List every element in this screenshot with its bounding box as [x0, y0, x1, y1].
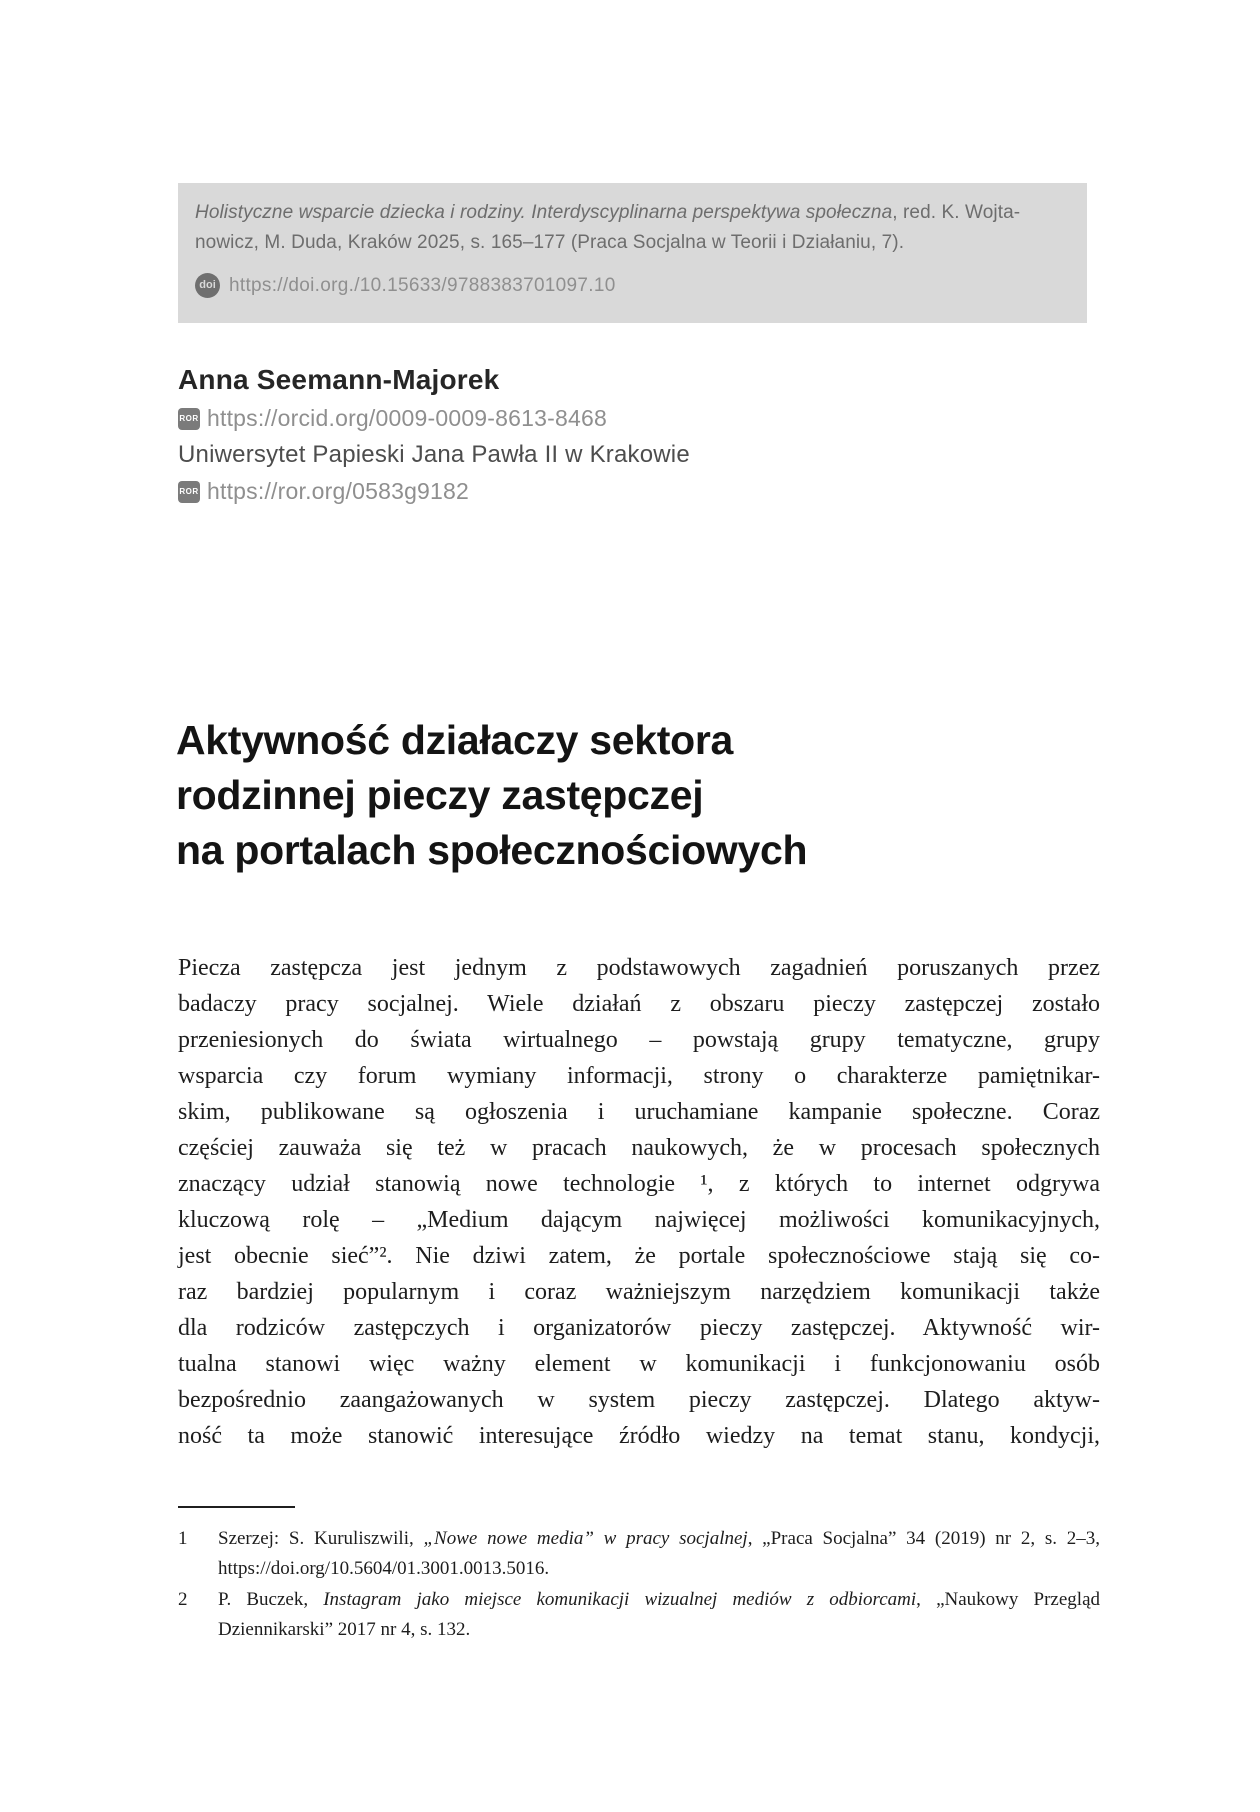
footnote-number: 2	[178, 1589, 188, 1610]
doi-icon: doi	[195, 273, 220, 298]
orcid-row	[178, 405, 938, 432]
citation-book-title: Holistyczne wsparcie dziecka i rodziny. Interdyscyplinarna perspektywa społeczna	[195, 202, 893, 223]
body-line: kluczową rolę – „Medium dającym najwięcej możliwości komunikacyjnych,	[178, 1207, 1100, 1233]
footnote-italic-title: Instagram jako miejsce komunikacji wizualnej mediów z odbiorcami	[323, 1589, 917, 1610]
orcid-badge-icon: ROR	[178, 408, 200, 430]
ror-row	[178, 478, 938, 505]
title-line-1: Aktywność działaczy sektora	[176, 717, 734, 764]
footnote-post: , „Praca Socjalna” 34 (2019) nr 2, s. 2–3, https://doi.org/10.5604/01.3001.0013.5016.	[218, 1528, 1100, 1579]
footnote-italic-title: „Nowe nowe media” w pracy socjalnej	[423, 1528, 748, 1549]
body-line: skim, publikowane są ogłoszenia i uruchamiane kampanie społeczne. Coraz	[178, 1099, 1100, 1125]
body-line: tualna stanowi więc ważny element w komunikacji i funkcjonowaniu osób	[178, 1351, 1100, 1377]
author-block	[178, 364, 938, 505]
body-line: jest obecnie sieć”². Nie dziwi zatem, że portale społecznościowe stają się co-	[178, 1243, 1100, 1269]
title-line-2: rodzinnej pieczy zastępczej	[176, 772, 704, 819]
article-title	[176, 713, 1136, 878]
body-line: przeniesionych do świata wirtualnego – powstają grupy tematyczne, grupy	[178, 1027, 1100, 1053]
body-line: ność ta może stanowić interesujące źródło wiedzy na temat stanu, kondycji,	[178, 1423, 1100, 1449]
footnotes	[178, 1524, 1100, 1646]
citation-line-2: nowicz, M. Duda, Kraków 2025, s. 165–177 (Praca Socjalna w Teorii i Działaniu, 7).	[195, 232, 905, 253]
orcid-link[interactable]: https://orcid.org/0009-0009-8613-8468	[207, 405, 607, 431]
ror-badge-icon: ROR	[178, 481, 200, 503]
citation-box	[178, 183, 1087, 323]
ror-link[interactable]: https://ror.org/0583g9182	[207, 478, 470, 504]
body-line: dla rodziców zastępczych i organizatorów pieczy zastępczej. Aktywność wir-	[178, 1315, 1100, 1341]
footnote-pre: P. Buczek,	[218, 1589, 324, 1610]
body-line: raz bardziej popularnym i coraz ważniejszym narzędziem komunikacji także	[178, 1279, 1100, 1305]
footnote-1	[178, 1524, 1100, 1584]
body-line: wsparcia czy forum wymiany informacji, strony o charakterze pamiętnikar-	[178, 1063, 1100, 1089]
body-line: Piecza zastępcza jest jednym z podstawowych zagadnień poruszanych przez	[178, 955, 1100, 981]
footnote-separator-rule	[178, 1506, 295, 1508]
body-line: badaczy pracy socjalnej. Wiele działań z obszaru pieczy zastępczej zostało	[178, 991, 1100, 1017]
footnote-number: 1	[178, 1528, 188, 1549]
citation-line-1	[195, 198, 1070, 228]
doi-row	[195, 273, 1070, 298]
body-line: znaczący udział stanowią nowe technologie ¹, z których to internet odgrywa	[178, 1171, 1100, 1197]
footnote-post: , „Naukowy Przegląd Dziennikarski” 2017 nr 4, s. 132.	[218, 1589, 1100, 1640]
doi-link[interactable]: https://doi.org./10.15633/9788383701097.10	[229, 274, 616, 296]
footnote-2	[178, 1585, 1100, 1645]
footnote-pre: Szerzej: S. Kuruliszwili,	[218, 1528, 424, 1549]
author-affiliation: Uniwersytet Papieski Jana Pawła II w Krakowie	[178, 441, 690, 468]
footnote-text	[218, 1585, 1100, 1645]
footnote-text	[218, 1524, 1100, 1584]
body-line: bezpośrednio zaangażowanych w system pieczy zastępczej. Dlatego aktyw-	[178, 1387, 1100, 1413]
author-name: Anna Seemann-Majorek	[178, 364, 500, 395]
body-paragraph	[178, 950, 1100, 1454]
citation-editors-part: , red. K. Wojta-	[892, 202, 1021, 223]
body-line: częściej zauważa się też w pracach naukowych, że w procesach społecznych	[178, 1135, 1100, 1161]
title-line-3: na portalach społecznościowych	[176, 827, 808, 874]
